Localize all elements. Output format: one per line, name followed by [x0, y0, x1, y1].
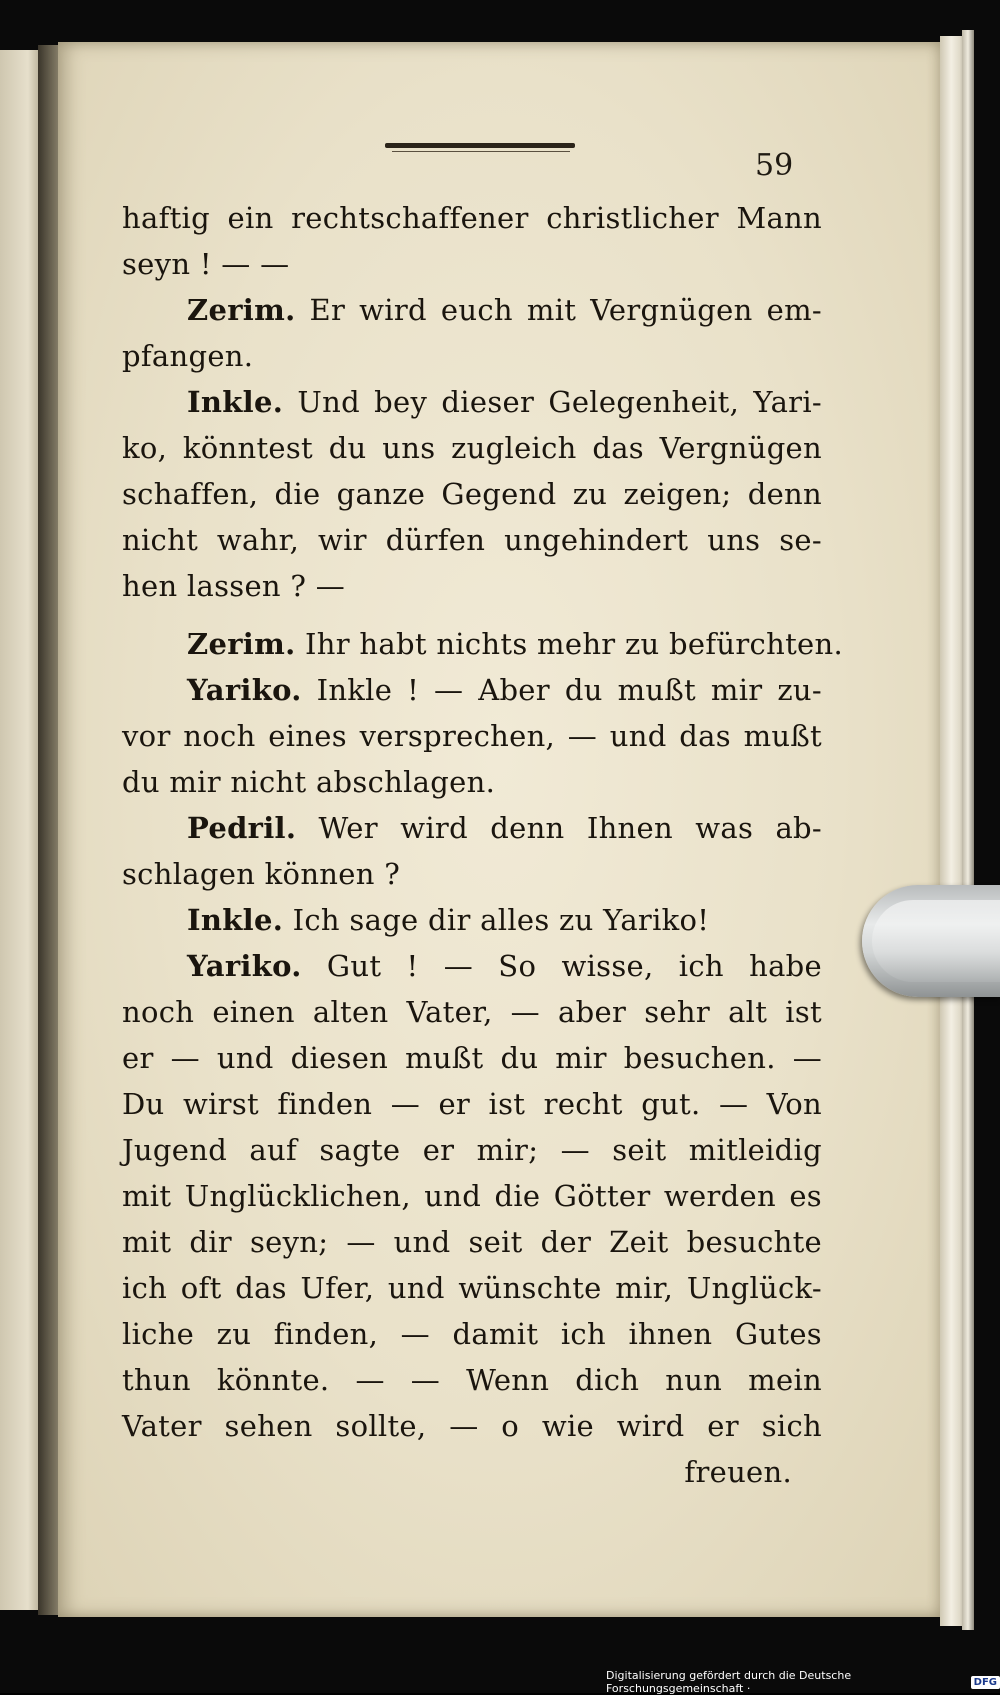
speaker-name: Inkle. [187, 903, 284, 937]
page-stack-edge-outer [962, 30, 974, 1630]
page-number: 59 [755, 148, 794, 183]
line-text: Inkle ! — Aber du mußt mir zu- [301, 673, 822, 707]
text-line [122, 471, 822, 517]
text-line [122, 851, 822, 897]
text-line [122, 241, 822, 287]
text-line [122, 667, 822, 713]
text-line [122, 287, 822, 333]
line-text: schaffen, die ganze Gegend zu zeigen; denn [122, 477, 822, 511]
text-line [122, 621, 843, 667]
speaker-name: Yariko. [187, 949, 302, 983]
text-line [122, 713, 822, 759]
header-rule-thin [392, 151, 570, 152]
line-text: Vater sehen sollte, — o wie wird er sich [122, 1409, 822, 1443]
line-text: vor noch eines versprechen, — und das mußt [122, 719, 822, 753]
line-text: seyn ! — — [122, 247, 290, 281]
line-text: Du wirst finden — er ist recht gut. — Von [122, 1087, 822, 1121]
text-line [122, 759, 822, 805]
left-page-edge [0, 50, 40, 1610]
text-line [122, 1173, 822, 1219]
line-text: Und bey dieser Gelegenheit, Yari- [283, 385, 822, 419]
text-line [122, 425, 822, 471]
page-holder-clip-highlight [872, 900, 1000, 982]
text-line [122, 943, 822, 989]
speaker-name: Pedril. [187, 811, 297, 845]
speaker-name: Yariko. [187, 673, 302, 707]
text-line [122, 1035, 822, 1081]
text-line [122, 379, 822, 425]
line-text: nicht wahr, wir dürfen ungehindert uns se- [122, 523, 822, 557]
line-text: hen lassen ? — [122, 569, 346, 603]
book-gutter [38, 45, 60, 1615]
line-text: Er wird euch mit Vergnügen em- [295, 293, 822, 327]
line-text: Ich sage dir alles zu Yariko! [283, 903, 710, 937]
line-text: Gut ! — So wisse, ich habe [301, 949, 822, 983]
speaker-name: Zerim. [187, 627, 296, 661]
text-line [122, 805, 822, 851]
line-text: Wer wird denn Ihnen was ab- [296, 811, 822, 845]
page-body-text [122, 195, 843, 1495]
line-text: liche zu finden, — damit ich ihnen Gutes [122, 1317, 822, 1351]
line-text: du mir nicht abschlagen. [122, 765, 496, 799]
line-text: haftig ein rechtschaffener christlicher Mann [122, 201, 822, 235]
dfg-logo: DFG [971, 1676, 1000, 1689]
header-rule [385, 143, 575, 148]
line-text: thun könnte. — — Wenn dich nun mein [122, 1363, 822, 1397]
text-line [122, 989, 822, 1035]
text-line [122, 195, 822, 241]
catchword: freuen. [684, 1455, 792, 1489]
text-line [122, 1265, 822, 1311]
text-line [122, 563, 822, 609]
line-text: pfangen. [122, 339, 254, 373]
text-line [122, 1311, 822, 1357]
line-text: mit dir seyn; — und seit der Zeit besuchte [122, 1225, 822, 1259]
text-line [122, 517, 822, 563]
line-text: noch einen alten Vater, — aber sehr alt ist [122, 995, 822, 1029]
speaker-name: Inkle. [187, 385, 284, 419]
line-text: er — und diesen mußt du mir besuchen. — [122, 1041, 822, 1075]
text-line [122, 897, 822, 943]
text-line [122, 1081, 822, 1127]
line-text: Jugend auf sagte er mir; — seit mitleidig [122, 1133, 822, 1167]
line-text: ko, könntest du uns zugleich das Vergnügen [122, 431, 822, 465]
text-line [122, 333, 822, 379]
text-line [122, 1357, 822, 1403]
line-text: schlagen können ? [122, 857, 401, 891]
footer-text: Digitalisierung gefördert durch die Deutsche Forschungsgemeinschaft · [606, 1669, 852, 1695]
text-line [122, 1219, 822, 1265]
text-line [122, 1403, 822, 1449]
digitization-footer [606, 1669, 1000, 1695]
line-text: mit Unglücklichen, und die Götter werden es [122, 1179, 822, 1213]
line-text: ich oft das Ufer, und wünschte mir, Unglück- [122, 1271, 822, 1305]
line-text: Ihr habt nichts mehr zu befürchten. [295, 627, 843, 661]
text-line [122, 1127, 822, 1173]
speaker-name: Zerim. [187, 293, 296, 327]
